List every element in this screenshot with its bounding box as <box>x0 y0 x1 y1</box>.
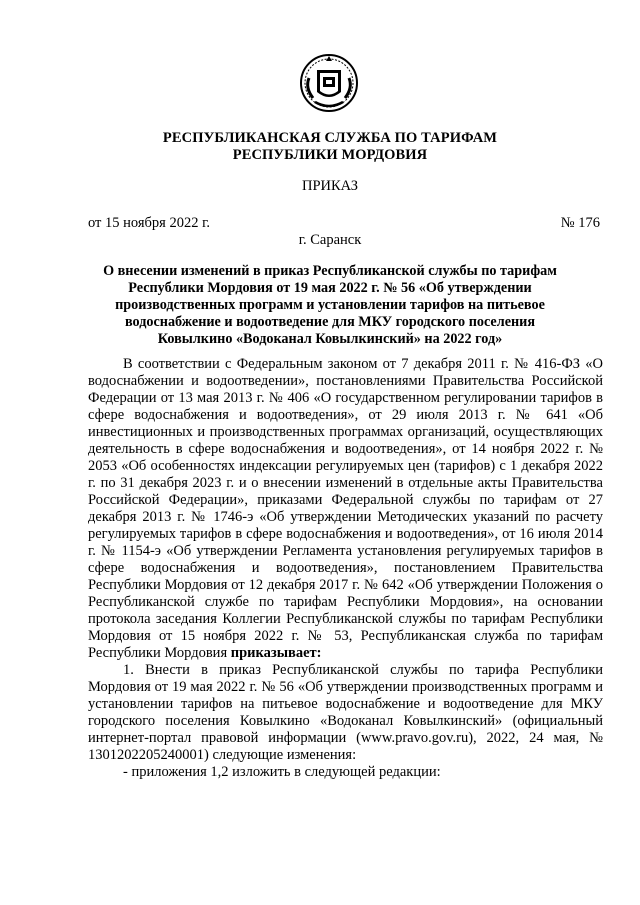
organization-name <box>60 130 600 164</box>
title-line-1: О внесении изменений в приказ Республиканской службы по тарифам <box>103 263 557 279</box>
org-line-1: РЕСПУБЛИКАНСКАЯ СЛУЖБА ПО ТАРИФАМ <box>162 130 498 146</box>
title-line-2: Республики Мордовия от 19 мая 2022 г. № 56 «Об утверждении <box>128 280 532 296</box>
order-title <box>75 263 585 348</box>
decree-word: приказывает: <box>230 645 322 661</box>
title-line-3: производственных программ и установлении тарифов на питьевое <box>115 297 545 313</box>
item-1-paragraph: 1. Внести в приказ Республиканской службы по тарифа Республики Мордовия от 19 мая 2022 г. № 56 «Об утверждении производственных программ и установлении тарифов на питьевое водоснабжение и водоотведение для МКУ городского поселения Ковылкино «Водоканал Ковылкинский» (официальный интернет-портал правовой информации (www.pravo.gov.ru), 2022, 24 мая, № 1301202205240001) следующие изменения: <box>88 662 603 763</box>
title-line-4: водоснабжение и водоотведение для МКУ городского поселения <box>124 314 536 330</box>
document-type: ПРИКАЗ <box>301 178 359 194</box>
title-line-5: Ковылкино «Водоканал Ковылкинский» на 2022 год» <box>157 331 503 347</box>
city-name: г. Саранск <box>298 232 362 248</box>
coat-of-arms-emblem <box>299 52 359 114</box>
date-number-line <box>88 215 600 232</box>
order-date: от 15 ноября 2022 г. <box>88 215 211 231</box>
preamble-text: В соответствии с Федеральным законом от 7 декабря 2011 г. № 416-ФЗ «О водоснабжении и водоотведении», постановлениями Правительства Российской Федерации от 13 мая 2013 г. № 406 «О государственном регулировании тарифов в сфере водоснабжения и водоотведения», от 29 июля 2013 г. № 641 «Об инвестиционных и производственных программах организаций, осуществляющих деятельность в сфере водоснабжения и водоотведения», от 14 ноября 2022 г. № 2053 «Об особенностях индексации регулируемых цен (тарифов) с 1 декабря 2022 г. по 31 декабря 2023 г. и о внесении изменений в отдельные акты Правительства Российской Федерации», приказами Федеральной службы по тарифам от 27 декабря 2013 г. № 1746-э «Об утверждении Методических указаний по расчету регулируемых тарифов в сфере водоснабжения и водоотведения», от 16 июля 2014 г. № 1154-э «Об утверждении Регламента установления регулируемых тарифов в сфере водоснабжения и водоотведения», постановлением Правительства Республики Мордовия от 12 декабря 2017 г. № 642 «Об утверждении Положения о Республиканской службе по тарифам Республики Мордовия», на основании протокола заседания Коллегии Республиканской службы по тарифам Республики Мордовия от 15 ноября 2022 г. № 53, Республиканская служба по тарифам Республики Мордовия <box>88 356 603 661</box>
preamble-paragraph <box>88 356 603 662</box>
order-body <box>88 356 603 781</box>
order-number: № 176 <box>560 215 600 231</box>
item-1-subpoint: - приложения 1,2 изложить в следующей редакции: <box>123 764 441 780</box>
org-line-2: РЕСПУБЛИКИ МОРДОВИЯ <box>232 147 428 163</box>
